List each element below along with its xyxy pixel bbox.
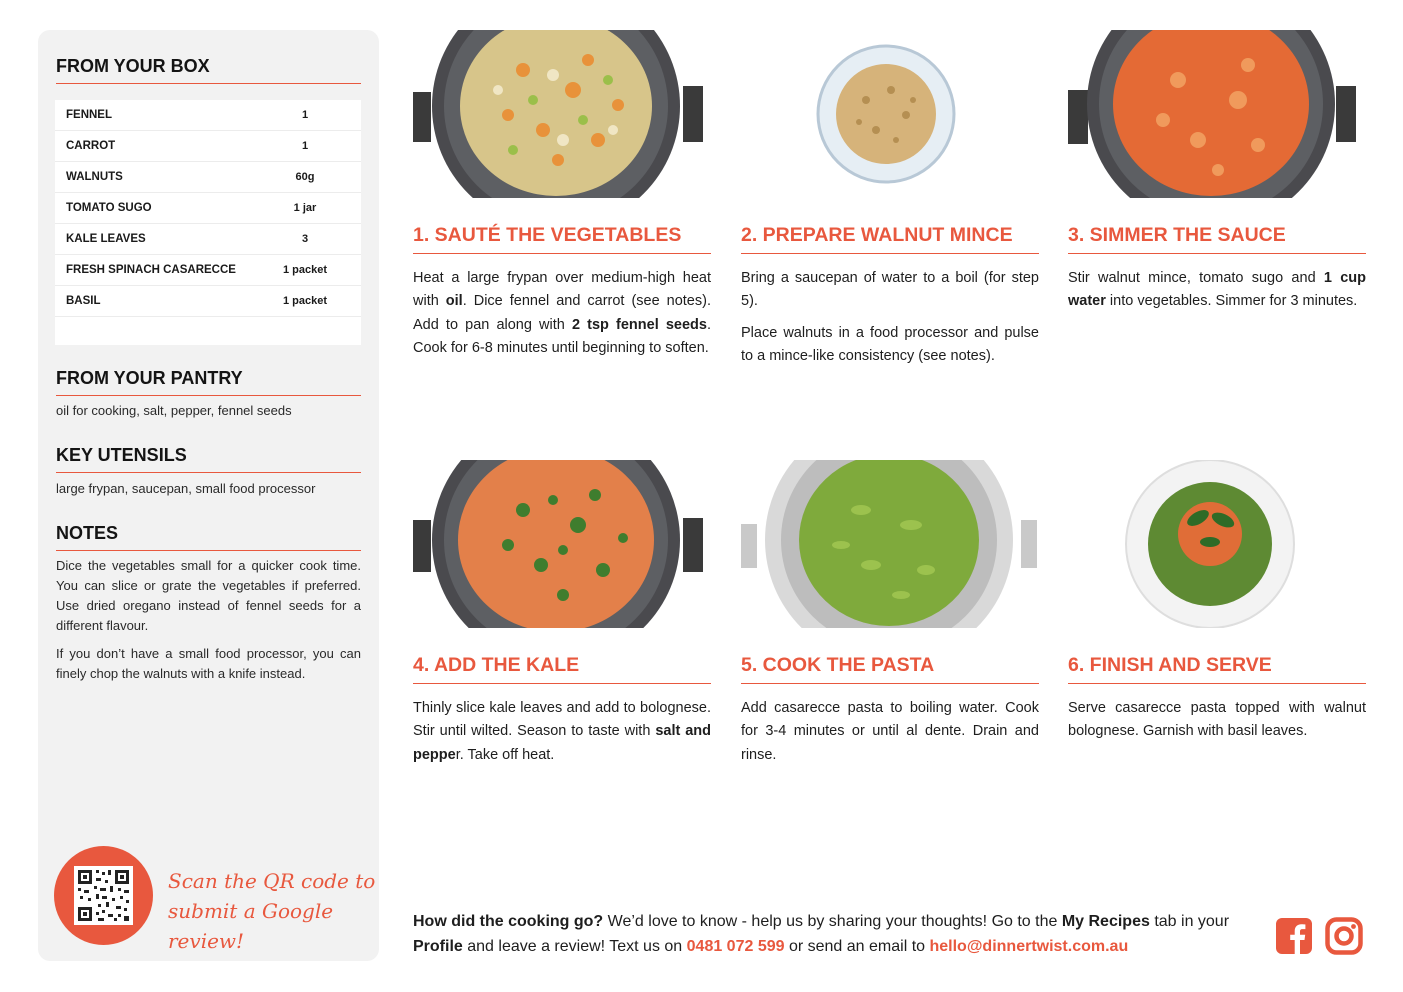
step-text: . Cook for 6-8 minutes until beginning to soften. (413, 316, 711, 356)
step-3-title: 3. SIMMER THE SAUCE (1068, 224, 1366, 254)
ingredients-sidebar (38, 30, 379, 961)
ingredient-row (55, 286, 361, 317)
step-text: Stir walnut mince, tomato sugo and (1068, 270, 1324, 286)
ingredient-quantity: 1 (301, 109, 309, 121)
instagram-glyph-icon (1325, 917, 1363, 955)
facebook-glyph-icon (1276, 918, 1312, 954)
step-text: r. Take off heat. (455, 746, 555, 763)
ingredient-row (55, 100, 361, 131)
feedback-footer (413, 909, 1263, 959)
step-paragraph (741, 322, 1039, 369)
step-text: Place walnuts in a food processor and pulse to a mince-like consistency (see notes). (741, 324, 1039, 364)
step-5-text (741, 697, 1039, 775)
ingredient-row (55, 162, 361, 193)
qr-badge (54, 846, 153, 945)
step-paragraph (741, 697, 1039, 767)
step-paragraph (413, 267, 711, 360)
step-text: Add casarecce pasta to boiling water. Cook for 3-4 minutes or until al dente. Drain and rinse. (741, 700, 1039, 763)
qr-caption-line: Scan the QR code to (168, 869, 376, 893)
add-kale-photo (413, 460, 711, 628)
ingredient-name: TOMATO SUGO (66, 202, 152, 214)
pantry-list: oil for cooking, salt, pepper, fennel seeds (56, 403, 292, 418)
ingredient-row (55, 255, 361, 286)
ingredient-name: WALNUTS (66, 171, 123, 183)
ingredient-quantity: 3 (301, 233, 309, 245)
walnut-mince-photo (741, 30, 1039, 198)
email-link[interactable]: hello@dinnertwist.com.au (929, 938, 1129, 955)
step-text: . Dice fennel and carrot (see notes). Add to pan along with (413, 293, 711, 333)
step-6-text (1068, 697, 1366, 752)
ingredients-table (55, 100, 361, 345)
ingredient-quantity: 1 (301, 140, 309, 152)
step-4-title: 4. ADD THE KALE (413, 654, 711, 684)
step-text: Bring a saucepan of water to a boil (for step 5). (741, 270, 1039, 310)
ingredient-quantity: 1 packet (282, 295, 328, 307)
saute-vegetables-photo (413, 30, 711, 198)
ingredient-name: CARROT (66, 140, 116, 152)
step-bold-text: oil (445, 293, 463, 310)
cook-pasta-photo (741, 460, 1039, 628)
step-6-title: 6. FINISH AND SERVE (1068, 654, 1366, 684)
facebook-icon[interactable] (1276, 918, 1312, 954)
step-paragraph (741, 267, 1039, 314)
footer-bold-text: Profile (413, 938, 463, 955)
ingredient-quantity: 60g (295, 171, 315, 183)
notes-heading: NOTES (56, 523, 361, 551)
from-your-pantry-heading: FROM YOUR PANTRY (56, 368, 361, 396)
step-bold-text: 1 cup water (1068, 270, 1366, 310)
step-text: Serve casarecce pasta topped with walnut bolognese. Garnish with basil leaves. (1068, 700, 1366, 740)
step-text: Heat a large frypan over medium-high heat with (413, 270, 711, 310)
footer-text: tab in your (1149, 913, 1230, 930)
step-2-text (741, 267, 1039, 376)
qr-code-icon (74, 866, 133, 925)
notes-text (56, 556, 361, 692)
step-1-text (413, 267, 711, 368)
key-utensils-heading: KEY UTENSILS (56, 445, 361, 473)
note-paragraph: Dice the vegetables small for a quicker cook time. You can slice or grate the vegetables if preferred. Use dried oregano instead of fennel seeds for a different flavour. (56, 558, 361, 633)
step-bold-text: 2 tsp fennel seeds (571, 316, 707, 333)
ingredient-name: FENNEL (66, 109, 112, 121)
step-paragraph (1068, 697, 1366, 744)
footer-text: and leave a review! Text us on (462, 938, 687, 955)
ingredient-row (55, 224, 361, 255)
simmer-sauce-photo (1068, 30, 1366, 198)
qr-caption-line: submit a Google review! (168, 899, 334, 953)
ingredient-row (55, 193, 361, 224)
step-2-title: 2. PREPARE WALNUT MINCE (741, 224, 1039, 254)
step-1-title: 1. SAUTÉ THE VEGETABLES (413, 224, 711, 254)
qr-caption (168, 866, 379, 956)
note-paragraph: If you don’t have a small food processor, you can finely chop the walnuts with a knife instead. (56, 646, 361, 681)
step-paragraph (413, 697, 711, 767)
ingredient-name: BASIL (66, 295, 101, 307)
ingredient-quantity: 1 packet (282, 264, 328, 276)
footer-bold-text: How did the cooking go? (413, 913, 604, 930)
step-bold-text: salt and peppe (413, 723, 711, 763)
finish-serve-photo (1068, 460, 1366, 628)
phone-link[interactable]: 0481 072 599 (686, 938, 785, 955)
footer-bold-text: My Recipes (1061, 913, 1150, 930)
utensils-list: large frypan, saucepan, small food processor (56, 481, 316, 496)
ingredient-row (55, 131, 361, 162)
step-paragraph (1068, 267, 1366, 314)
from-your-box-heading: FROM YOUR BOX (56, 56, 361, 84)
step-text: into vegetables. Simmer for 3 minutes. (1105, 293, 1358, 310)
footer-text: or send an email to (784, 938, 930, 955)
instagram-icon[interactable] (1325, 917, 1363, 955)
step-3-text (1068, 267, 1366, 322)
step-5-title: 5. COOK THE PASTA (741, 654, 1039, 684)
ingredient-quantity: 1 jar (293, 202, 317, 214)
step-text: Thinly slice kale leaves and add to bolognese. Stir until wilted. Season to taste with (413, 700, 711, 740)
step-4-text (413, 697, 711, 775)
qr-code[interactable] (74, 866, 133, 925)
footer-text: We’d love to know - help us by sharing your thoughts! Go to the (603, 913, 1062, 930)
ingredient-name: FRESH SPINACH CASARECCE (66, 264, 236, 276)
ingredient-name: KALE LEAVES (66, 233, 146, 245)
